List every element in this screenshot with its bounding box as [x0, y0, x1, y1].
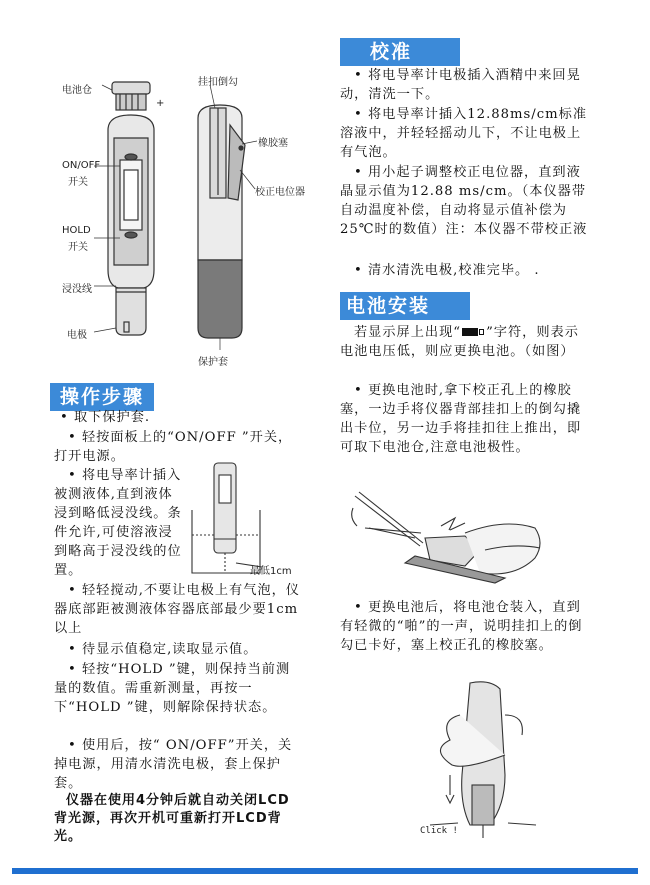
battery-para-1: [340, 323, 588, 361]
operation-step-2: • 轻按面板上的“ON/OFF ”开关，打开电源。: [54, 430, 293, 464]
label-protective-cap: 保护套: [198, 357, 228, 368]
label-electrode: 电极: [67, 330, 87, 341]
auto-off-note: 仪器在使用4分钟后就自动关闭LCD背光源，再次开机可重新打开LCD背光。: [54, 793, 290, 844]
operation-step-3: • 将电导率计插入被测液体,直到液体浸到略低浸没线。条件允许,可使溶液浸到略高于浸没线的位置。: [54, 468, 182, 578]
calibration-step-2: • 将电导率计插入12.88ms/cm标准溶液中，并轻轻摇动儿下，不让电极上有气泡。: [340, 107, 588, 160]
instrument-diagram: [60, 60, 320, 380]
label-rubber-plug: 橡胶塞: [258, 138, 288, 149]
battery-para-2: • 更换电池时,拿下校正孔上的橡胶塞，一边手将仪器背部挂扣上的倒勾撬出卡位，另一边手将挂扣往上推出，即可取下电池仓,注意电池极性。: [340, 383, 582, 455]
battery-low-icon-tip: [479, 329, 484, 335]
instrument-drawing: [60, 60, 320, 380]
battery-low-icon: [462, 328, 478, 336]
label-calibration-pot: 校正电位器: [255, 187, 305, 198]
label-onoff-2: 开关: [68, 177, 88, 188]
operation-step-5: • 待显示值稳定,读取显示值。: [68, 642, 258, 657]
label-hold-2: 开关: [68, 242, 88, 253]
label-onoff-1: ON/OFF: [62, 160, 101, 171]
footer-bar: [12, 868, 638, 874]
label-battery-compartment: 电池仓: [62, 85, 92, 96]
battery-insert-diagram: [410, 675, 550, 845]
label-hook: 挂扣倒勾: [198, 77, 238, 88]
operation-step-1: • 取下保护套.: [60, 410, 151, 425]
calibration-step-3: • 用小起子调整校正电位器，直到液晶显示值为12.88 ms/cm。（本仪器带自动温度补偿，自动将显示值补偿为25℃时的数值）注：本仪器不带校正液: [340, 165, 588, 237]
calibration-step-1: • 将电导率计电极插入酒精中来回晃动，清洗一下。: [340, 68, 581, 102]
calibration-header: 校准: [340, 38, 460, 66]
operation-step-4: • 轻轻搅动,不要让电极上有气泡，仪器底部距被测液体容器底部最少要1cm以上: [54, 583, 300, 636]
battery-removal-diagram: [345, 488, 565, 593]
battery-para-1-start: 若显示屏上出现“: [354, 325, 462, 340]
calibration-step-4: • 清水清洗电极,校准完毕。 .: [354, 263, 540, 278]
operation-step-7: • 使用后，按“ ON/OFF”开关，关掉电源，用清水清洗电极，套上保护套。: [54, 738, 293, 791]
operation-step-6: • 轻按“HOLD ”键，则保持当前测量的数值。需重新测量，再按一下“HOLD ”键，则解除保持状态。: [54, 662, 291, 715]
battery-para-3: • 更换电池后，将电池仓装入，直到有轻微的“啪”的一声，说明挂扣上的倒勾已卡好，塞上校正孔的橡胶塞。: [340, 600, 583, 653]
battery-header: 电池安装: [340, 292, 470, 320]
operation-header: 操作步骤: [50, 383, 154, 411]
label-depth: 最低1cm: [250, 566, 292, 577]
label-immersion-line: 浸没线: [62, 284, 92, 295]
battery-para-1-end: ”字符，则表示电池电压低，则应更换电池。（如图）: [340, 325, 579, 359]
label-hold-1: HOLD: [62, 225, 91, 236]
label-plus: +: [156, 98, 165, 109]
click-label: Click !: [420, 826, 458, 836]
